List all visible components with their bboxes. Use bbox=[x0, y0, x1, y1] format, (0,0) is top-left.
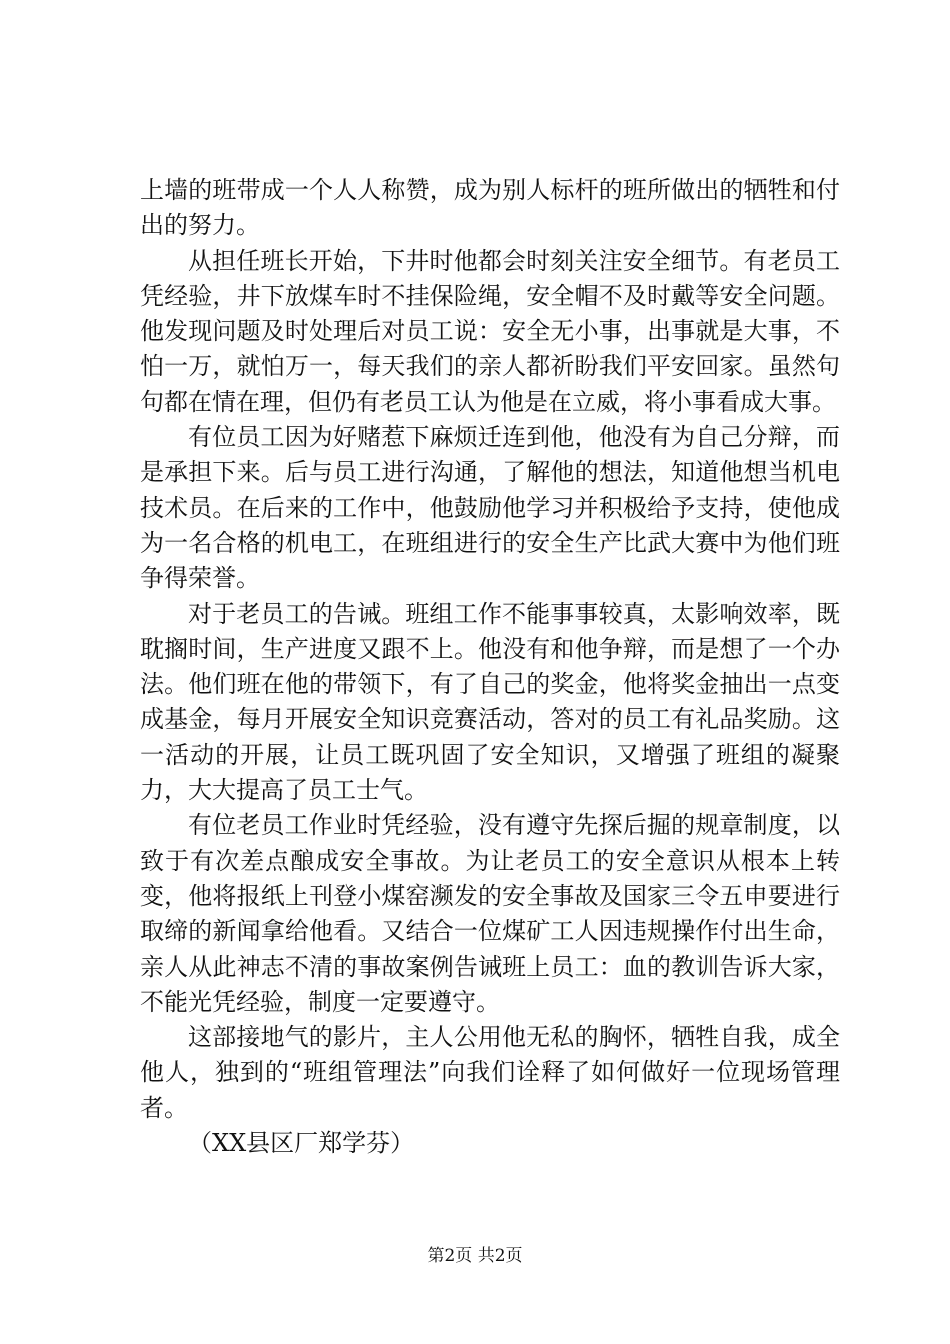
paragraph-2: 从担任班长开始，下井时他都会时刻关注安全细节。有老员工凭经验，井下放煤车时不挂保险绳，安全帽不及时戴等安全问题。他发现问题及时处理后对员工说：安全无小事，出事就是大事，不怕一万，就怕万一，每天我们的亲人都祈盼我们平安回家。虽然句句都在情在理，但仍有老员工认为他是在立威，将小事看成大事。 bbox=[140, 246, 840, 416]
paragraph-4: 对于老员工的告诫。班组工作不能事事较真，太影响效率，既耽搁时间，生产进度又跟不上。他没有和他争辩，而是想了一个办法。他们班在他的带领下，有了自己的奖金，他将奖金抽出一点变成基金，每月开展安全知识竞赛活动，答对的员工有礼品奖励。这一活动的开展，让员工既巩固了安全知识，又增强了班组的凝聚力，大大提高了员工士气。 bbox=[140, 599, 840, 805]
page-footer: 第2页 共2页 bbox=[427, 1246, 523, 1266]
paragraph-5: 有位老员工作业时凭经验，没有遵守先探后掘的规章制度，以致于有次差点酿成安全事故。为让老员工的安全意识从根本上转变，他将报纸上刊登小煤窑濒发的安全事故及国家三令五申要进行取缔的新闻拿给他看。又结合一位煤矿工人因违规操作付出生命，亲人从此神志不清的事故案例告诫班上员工：血的教训告诉大家，不能光凭经验，制度一定要遵守。 bbox=[140, 811, 840, 1016]
document-body bbox=[140, 173, 840, 1161]
author-signature: （XX县区厂郑学芬） bbox=[188, 1129, 415, 1158]
paragraph-6: 这部接地气的影片，主人公用他无私的胸怀，牺牲自我，成全他人，独到的“班组管理法”向我们诠释了如何做好一位现场管理者。 bbox=[140, 1023, 840, 1122]
paragraph-1: 上墙的班带成一个人人称赞，成为别人标杆的班所做出的牺牲和付出的努力。 bbox=[140, 176, 840, 240]
paragraph-3: 有位员工因为好赌惹下麻烦迁连到他，他没有为自己分辩，而是承担下来。后与员工进行沟通，了解他的想法，知道他想当机电技术员。在后来的工作中，他鼓励他学习并积极给予支持，使他成为一名合格的机电工，在班组进行的安全生产比武大赛中为他们班争得荣誉。 bbox=[140, 423, 840, 593]
